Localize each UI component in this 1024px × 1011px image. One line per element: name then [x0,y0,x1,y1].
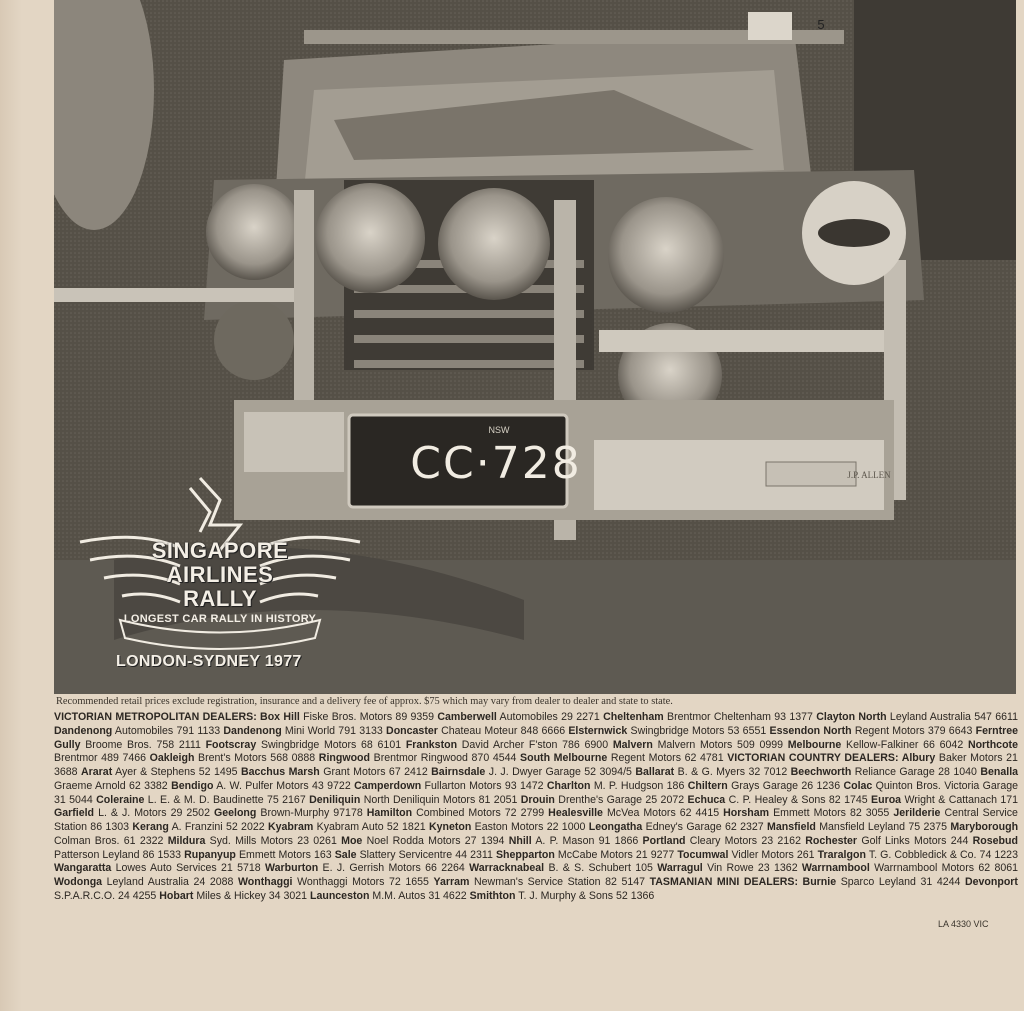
dealer-entry [635,766,787,778]
dealer-entry [816,711,1018,723]
dealer-details: Edney's Garage 62 2327 [645,821,764,833]
dealer-details: Colman Bros. 61 2322 [54,834,164,847]
dealer-location: Ararat [81,766,113,778]
dealer-entry [520,752,724,764]
dealer-location: Warburton [265,862,319,875]
dealer-location: Coleraine [96,793,145,806]
dealer-details: J. J. Dwyer Garage 52 3094/5 [488,766,632,778]
dealer-entry [54,725,220,737]
dealer-location: Deniliquin [309,793,361,806]
dealer-location: Launceston [309,889,370,902]
dealer-location: Ringwood [318,752,370,765]
dealer-entry [871,794,1018,806]
dealer-list [54,711,1018,904]
dealer-entry [643,835,801,847]
dealer-entry [470,890,655,902]
dealer-entry [677,849,814,861]
dealer-location: Maryborough [950,821,1019,833]
dealer-location: Drouin [520,793,555,806]
dealer-entry [96,794,306,806]
event-title: LONDON-SYDNEY 1977 [116,653,302,670]
dealer-details: Regent Motors 62 4781 [610,752,724,765]
dealer-location: Mildura [167,834,206,847]
dealer-details: Combined Motors 72 2799 [416,807,545,820]
dealer-entry [54,862,261,874]
dealer-location: Shepparton [495,848,555,861]
pricing-footnote: Recommended retail prices exclude registration, insurance and a delivery fee of approx. $75 which may vary from dealer to dealer and state to state. [56,696,673,707]
dealer-details: Brentmor Ringwood 870 4544 [373,752,517,765]
dealer-location: Rochester [805,834,858,847]
dealer-location: Hamilton [366,807,413,820]
dealer-location: Geelong [213,807,257,820]
dealer-entry [386,725,565,737]
dealer-location: Footscray [205,738,257,751]
dealer-location: Horsham [723,807,770,820]
dealer-location: VICTORIAN COUNTRY DEALERS: Albury [727,752,936,765]
dealer-details: Fiske Bros. Motors 89 9359 [303,711,435,723]
dealer-location: Warracknabeal [469,862,545,875]
dealer-location: Warragul [657,862,703,875]
dealer-location: Healesville [548,807,603,820]
logo-arc-text: LONGEST CAR RALLY IN HISTORY [123,613,317,625]
dealer-details: B. & S. Schubert 105 [548,862,653,875]
dealer-details: Automobiles 29 2271 [499,711,600,723]
dealer-entry [184,849,332,861]
dealer-location: Essendon North [769,724,852,737]
dealer-details: Swingbridge Motors 68 6101 [260,738,402,751]
dealer-entry [268,821,426,833]
dealer-details: Easton Motors 22 1000 [474,821,586,833]
dealer-location: Rosebud [972,834,1018,847]
dealer-location: Bairnsdale [431,766,486,778]
dealer-details: T. J. Murphy & Sons 52 1366 [518,889,655,902]
dealer-details: Mansfield Leyland 75 2375 [819,821,948,833]
dealer-entry [818,849,1018,861]
dealer-details: Central Service Station 86 1303 [54,807,1018,833]
dealer-entry [521,794,684,806]
dealer-entry [54,807,210,819]
dealer-details: Brentmor 489 7466 [54,752,147,765]
dealer-location: Yarram [433,876,470,888]
dealer-location: Euroa [871,793,902,806]
dealer-entry [469,862,653,874]
dealer-details: L. & J. Motors 29 2502 [98,807,210,820]
dealer-location: Clayton North [816,711,887,723]
dealer-entry [54,876,233,888]
dealer-entry [238,876,429,888]
dealer-details: Drenthe's Garage 25 2072 [558,793,685,806]
dealer-entry [206,739,402,751]
dealer-entry [788,739,963,751]
dealer-details: Newman's Service Station 82 5147 [474,876,646,888]
logo-line-rally: RALLY [183,586,257,611]
dealer-details: McVea Motors 62 4415 [606,807,720,820]
dealer-details: Leyland Australia 24 2088 [106,876,234,888]
dealer-entry [548,807,719,819]
dealer-details: Reliance Garage 28 1040 [854,766,977,778]
dealer-location: Traralgon [817,848,866,861]
dealer-entry [335,849,493,861]
dealer-location: Portland [642,834,686,847]
dealer-location: Dandenong [54,724,113,737]
dealer-details: Syd. Mills Motors 23 0261 [209,834,337,847]
dealer-location: Camberwell [437,711,497,723]
dealer-details: Wonthaggi Motors 72 1655 [297,876,429,888]
dealer-details: Vin Rowe 23 1362 [707,862,798,875]
dealer-location: Kyneton [428,821,472,833]
dealer-entry [150,752,316,764]
dealer-location: Charlton [546,779,591,792]
dealer-details: Regent Motors 379 6643 [854,724,973,737]
dealer-location: Rupanyup [184,848,236,861]
dealer-details: Quinton Bros. Victoria Garage 31 5044 [54,779,1019,806]
dealer-details: Mini World 791 3133 [284,724,383,737]
rally-number: 5 [817,17,825,32]
dealer-details: Emmett Motors 163 [238,848,332,861]
dealer-location: Warrnambool [801,862,870,875]
dealer-location: Kerang [132,821,169,833]
dealer-location: Chiltern [687,779,728,792]
dealer-entry [688,794,868,806]
dealer-location: Colac [843,779,873,792]
dealer-details: Miles & Hickey 34 3021 [196,889,308,902]
dealer-entry [496,849,674,861]
dealer-details: Grant Motors 67 2412 [323,766,428,778]
logo-line-singapore: SINGAPORE [151,538,289,563]
dealer-entry [171,780,351,792]
dealer-details: C. P. Healey & Sons 82 1745 [728,793,868,806]
dealer-entry [770,725,973,737]
dealer-entry [723,807,889,819]
dealer-location: Elsternwick [568,724,628,737]
dealer-entry [437,711,599,723]
dealer-entry [434,876,646,888]
dealer-location: Jerilderie [893,807,941,820]
dealer-details: Sparco Leyland 31 4244 [840,876,961,888]
dealer-location: Oakleigh [149,752,195,765]
dealer-location: Garfield [54,807,95,820]
dealer-location: Echuca [687,793,726,806]
dealer-location: Bacchus Marsh [240,766,320,778]
dealer-location: Dandenong [223,724,282,737]
dealer-location: Ballarat [635,766,675,778]
dealer-entry [341,835,504,847]
dealer-entry [791,766,977,778]
dealer-details: Kellow-Falkiner 66 6042 [846,738,964,751]
dealer-entry [354,780,543,792]
dealer-entry [132,821,264,833]
dealer-details: McCabe Motors 21 9277 [557,848,675,861]
dealer-details: Noel Rodda Motors 27 1394 [366,834,505,847]
dealer-entry [241,766,428,778]
dealer-location: Moe [341,834,363,847]
dealer-entry [367,807,544,819]
dealer-location: Wodonga [54,876,103,888]
dealer-details: Brentmor Cheltenham 93 1377 [667,711,813,723]
dealer-details: Emmett Motors 82 3055 [773,807,890,820]
dealer-entry [168,835,337,847]
dealer-details: T. G. Cobbledick & Co. 74 1223 [868,848,1018,861]
dealer-location: Malvern [612,738,653,751]
dealer-details: A. Franzini 52 2022 [171,821,265,833]
dealer-location: Devonport [964,876,1018,888]
dealer-location: Northcote [967,738,1018,751]
dealer-details: Kyabram Auto 52 1821 [316,821,426,833]
dealer-entry [613,739,783,751]
dealer-entry [54,711,434,723]
dealer-details: Automobiles 791 1133 [114,724,221,737]
dealer-entry [81,766,238,778]
rally-logo [70,470,370,680]
dealer-entry [802,862,1018,874]
ad-code: LA 4330 VIC [938,919,989,929]
dealer-entry [688,780,840,792]
dealer-details: Lowes Auto Services 21 5718 [115,862,261,875]
dealer-entry [431,766,632,778]
dealer-details: Swingbridge Motors 53 6551 [630,724,767,737]
dealer-details: L. E. & M. D. Baudinette 75 2167 [147,793,306,806]
dealer-entry [805,835,968,847]
dealer-details: Vidler Motors 261 [731,848,815,861]
dealer-entry [547,780,684,792]
dealer-location: Cheltenham [603,711,664,723]
dealer-details: Malvern Motors 509 0999 [657,738,784,751]
dealer-entry [214,807,363,819]
dealer-entry [223,725,382,737]
dealer-details: B. & G. Myers 32 7012 [677,766,788,778]
dealer-location: TASMANIAN MINI DEALERS: Burnie [649,876,837,888]
dealer-location: Tocumwal [677,848,729,861]
dealer-entry [603,711,813,723]
dealer-entry [657,862,797,874]
dealer-entry [310,890,467,902]
dealer-location: Wonthaggi [237,876,293,888]
dealer-location: Camperdown [354,779,422,792]
dealer-entry [650,876,961,888]
dealer-location: Smithton [469,889,516,902]
dealer-location: Beechworth [790,766,852,778]
dealer-entry [568,725,766,737]
dealer-location: Hobart [159,889,194,902]
dealer-details: Slattery Servicentre 44 2311 [359,848,493,861]
dealer-location: Bendigo [171,779,214,792]
paper-edge [0,0,22,1011]
dealer-location: Wangaratta [54,862,112,875]
dealer-location: Nhill [508,834,532,847]
dealer-details: Golf Links Motors 244 [861,834,969,847]
dealer-location: Doncaster [386,724,438,737]
maker-plate: J.P. ALLEN [847,470,891,480]
dealer-details: David Archer F'ston 786 6900 [461,738,609,751]
dealer-details: Grays Garage 26 1236 [731,779,841,792]
dealer-details: Warrnambool Motors 62 8061 [874,862,1019,875]
license-plate: CC·728 [410,438,582,489]
dealer-details: Ayer & Stephens 52 1495 [115,766,238,778]
dealer-location: Sale [334,848,357,861]
dealer-entry [309,794,517,806]
dealer-entry [265,862,465,874]
dealer-entry [319,752,517,764]
dealer-entry [429,821,585,833]
dealer-details: Chateau Moteur 848 6666 [441,724,566,737]
dealer-entry [159,890,307,902]
dealer-location: Kyabram [267,821,314,833]
logo-line-airlines: AIRLINES [166,562,274,587]
dealer-details: Brent's Motors 568 0888 [198,752,316,765]
dealer-details: Wright & Cattanach 171 [904,793,1019,806]
dealer-details: A. W. Pulfer Motors 43 9722 [216,779,351,792]
dealer-location: VICTORIAN METROPOLITAN DEALERS: Box Hill [54,711,300,723]
dealer-details: M. P. Hudgson 186 [593,779,685,792]
dealer-entry [767,821,947,833]
dealer-location: Frankston [405,738,458,751]
dealer-details: S.P.A.R.C.O. 24 4255 [54,889,157,902]
dealer-location: South Melbourne [520,752,608,765]
dealer-details: Cleary Motors 23 2162 [689,834,801,847]
dealer-details: Broome Bros. 758 2111 [85,738,201,751]
dealer-details: A. P. Mason 91 1866 [535,834,639,847]
dealer-location: Leongatha [588,821,643,833]
dealer-entry [509,835,639,847]
dealer-entry [406,739,608,751]
dealer-location: Ferntree Gully [54,724,1019,751]
dealer-details: Leyland Australia 547 6611 [889,711,1018,723]
dealer-location: Benalla [980,766,1019,778]
dealer-location: Melbourne [787,738,842,751]
dealer-details: Baker Motors 21 3688 [54,752,1018,778]
dealer-details: E. J. Gerrish Motors 66 2264 [322,862,465,875]
dealer-entry [589,821,764,833]
dealer-details: Brown-Murphy 97178 [260,807,363,820]
dealer-details: Fullarton Motors 93 1472 [424,779,544,792]
dealer-details: North Deniliquin Motors 81 2051 [363,793,518,806]
dealer-location: Mansfield [767,821,816,833]
dealer-details: Patterson Leyland 86 1533 [54,848,182,861]
dealer-details: Graeme Arnold 62 3382 [54,779,168,792]
plate-state: NSW [488,425,510,435]
dealer-details: M.M. Autos 31 4622 [372,889,467,902]
